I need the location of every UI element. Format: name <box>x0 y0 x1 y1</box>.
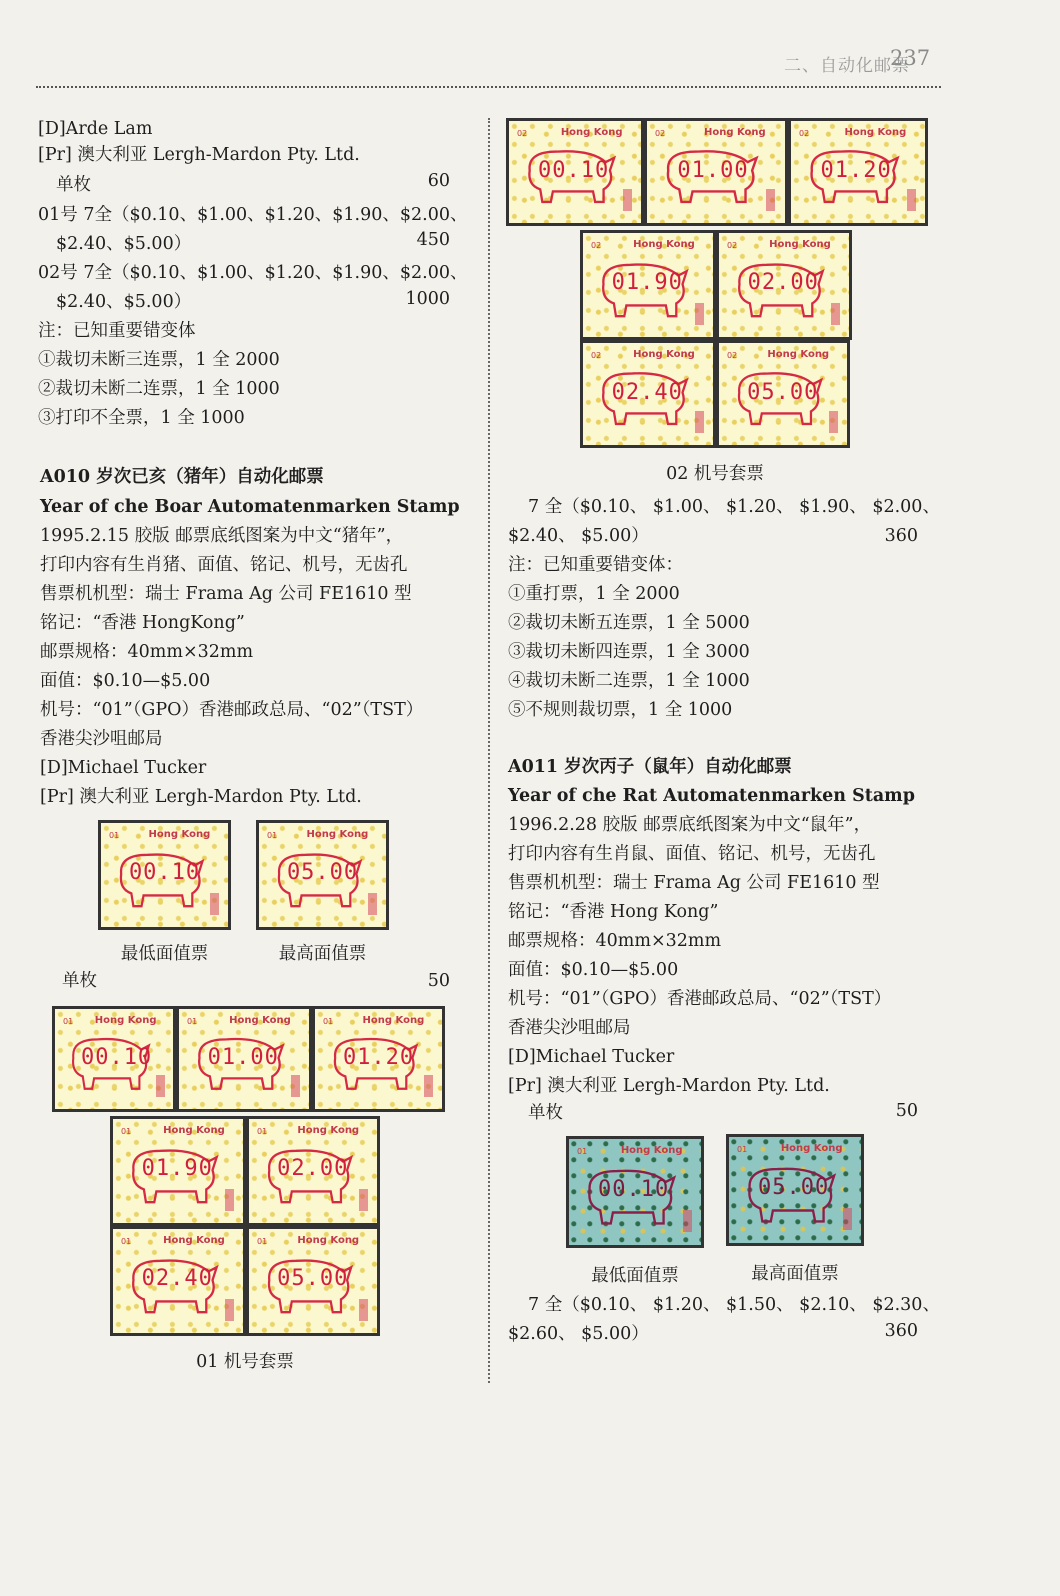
stamp-image: 02 Hong Kong 02.00 <box>716 230 852 340</box>
a010-title-en: Year of che Boar Automatenmarken Stamp <box>40 497 460 517</box>
stamp-image: 02 Hong Kong 05.00 <box>716 340 850 448</box>
stamp-image: 01 Hong Kong 00.10 <box>566 1136 704 1248</box>
set01-caption: 01 机号套票 <box>196 1352 294 1372</box>
a010-line: 1995.2.15 胶版 邮票底纸图案为中文“猪年”， <box>40 526 404 546</box>
caption-lowest-value: 最低面值票 <box>591 1266 679 1286</box>
stamp-image: 01 Hong Kong 01.90 <box>110 1116 246 1226</box>
stamp-image: 01 Hong Kong 02.40 <box>110 1226 246 1336</box>
error-item: ⑤不规则裁切票，1 全 1000 <box>508 700 733 720</box>
a011-line: 机号：“01”（GPO）香港邮政总局、“02”（TST） <box>508 989 892 1009</box>
a011-line: 面值：$0.10—$5.00 <box>508 960 679 980</box>
stamp-image: 01 Hong Kong 05.00 <box>726 1134 864 1246</box>
section-title: 二、自动化邮票 <box>784 56 910 76</box>
a010-line: 售票机机型：瑞士 Frama Ag 公司 FE1610 型 <box>40 584 412 604</box>
set01-line2: $2.40、$5.00） <box>56 234 192 254</box>
a011-title-en: Year of che Rat Automatenmarken Stamp <box>508 786 915 806</box>
note-title: 注：已知重要错变体： <box>508 555 683 575</box>
a011-line: [Pr] 澳大利亚 Lergh-Mardon Pty. Ltd. <box>508 1076 830 1096</box>
stamp-image: 01 Hong Kong 01.00 <box>176 1006 312 1112</box>
single-label: 单枚 <box>528 1103 563 1123</box>
column-divider <box>488 118 490 1383</box>
single-price: 50 <box>427 971 450 991</box>
set-line1: 7 全（$0.10、 $1.20、 $1.50、 $2.10、 $2.30、 <box>528 1295 940 1315</box>
set-line1: 7 全（$0.10、 $1.00、 $1.20、 $1.90、 $2.00、 <box>528 497 940 517</box>
single-label: 单枚 <box>62 971 97 991</box>
set01-line1: 01号 7全（$0.10、$1.00、$1.20、$1.90、$2.00、 <box>38 205 468 225</box>
error-item: ②裁切未断五连票，1 全 5000 <box>508 613 750 633</box>
page-number: 237 <box>890 46 931 70</box>
a010-line: [Pr] 澳大利亚 Lergh-Mardon Pty. Ltd. <box>40 787 362 807</box>
stamp-image: 02 Hong Kong 01.00 <box>644 118 788 226</box>
error-item: ①重打票，1 全 2000 <box>508 584 680 604</box>
a010-line: 面值：$0.10—$5.00 <box>40 671 211 691</box>
stamp-image: 02 Hong Kong 02.40 <box>580 340 716 448</box>
stamp-image: 01 Hong Kong 00.10 <box>98 820 231 930</box>
designer-line: [D]Arde Lam <box>38 119 153 139</box>
stamp-image: 02 Hong Kong 00.10 <box>506 118 644 226</box>
error-item: ②裁切未断二连票，1 全 1000 <box>38 379 280 399</box>
set-line2: $2.40、 $5.00） <box>508 526 649 546</box>
stamp-image: 01 Hong Kong 05.00 <box>246 1226 380 1336</box>
set02-caption: 02 机号套票 <box>666 464 764 484</box>
a011-line: 香港尖沙咀邮局 <box>508 1018 631 1038</box>
caption-highest-value: 最高面值票 <box>751 1264 839 1284</box>
a011-line: [D]Michael Tucker <box>508 1047 675 1067</box>
stamp-image: 01 Hong Kong 02.00 <box>246 1116 380 1226</box>
error-item: ①裁切未断三连票，1 全 2000 <box>38 350 280 370</box>
set01-price: 450 <box>416 230 450 250</box>
header-divider <box>36 86 941 88</box>
set02-price: 1000 <box>405 289 450 309</box>
a011-line: 邮票规格：40mm×32mm <box>508 931 722 951</box>
a011-line: 铭记：“香港 Hong Kong” <box>508 902 719 922</box>
page-header <box>740 46 940 76</box>
a011-line: 打印内容有生肖鼠、面值、铭记、机号，无齿孔 <box>508 844 876 864</box>
a010-title-cn: A010 岁次已亥（猪年）自动化邮票 <box>40 467 324 487</box>
error-item: ③裁切未断四连票，1 全 3000 <box>508 642 750 662</box>
set-line2: $2.60、 $5.00） <box>508 1324 649 1344</box>
stamp-image: 01 Hong Kong 00.10 <box>52 1006 176 1112</box>
note-title: 注：已知重要错变体 <box>38 321 196 341</box>
single-price: 50 <box>895 1101 918 1121</box>
stamp-image: 02 Hong Kong 01.20 <box>788 118 928 226</box>
single-label: 单枚 <box>56 175 91 195</box>
a011-line: 1996.2.28 胶版 邮票底纸图案为中文“鼠年”， <box>508 815 872 835</box>
set-price: 360 <box>884 1321 918 1341</box>
stamp-image: 02 Hong Kong 01.90 <box>580 230 716 340</box>
set02-line1: 02号 7全（$0.10、$1.00、$1.20、$1.90、$2.00、 <box>38 263 468 283</box>
caption-highest-value: 最高面值票 <box>278 944 367 964</box>
a010-line: 香港尖沙咀邮局 <box>40 729 163 749</box>
a010-line: 铭记：“香港 HongKong” <box>40 613 245 633</box>
error-item: ④裁切未断二连票，1 全 1000 <box>508 671 750 691</box>
a010-line: 机号：“01”（GPO）香港邮政总局、“02”（TST） <box>40 700 424 720</box>
error-item: ③打印不全票，1 全 1000 <box>38 408 245 428</box>
set02-line2: $2.40、$5.00） <box>56 292 192 312</box>
stamp-image: 01 Hong Kong 05.00 <box>256 820 389 930</box>
caption-lowest-value: 最低面值票 <box>120 944 209 964</box>
single-price: 60 <box>427 171 450 191</box>
printer-line: [Pr] 澳大利亚 Lergh-Mardon Pty. Ltd. <box>38 145 360 165</box>
a011-title-cn: A011 岁次丙子（鼠年）自动化邮票 <box>508 757 792 777</box>
a010-line: 邮票规格：40mm×32mm <box>40 642 254 662</box>
set-price: 360 <box>884 526 918 546</box>
a010-line: [D]Michael Tucker <box>40 758 207 778</box>
stamp-image: 01 Hong Kong 01.20 <box>312 1006 445 1112</box>
a010-line: 打印内容有生肖猪、面值、铭记、机号，无齿孔 <box>40 555 408 575</box>
a011-line: 售票机机型：瑞士 Frama Ag 公司 FE1610 型 <box>508 873 880 893</box>
